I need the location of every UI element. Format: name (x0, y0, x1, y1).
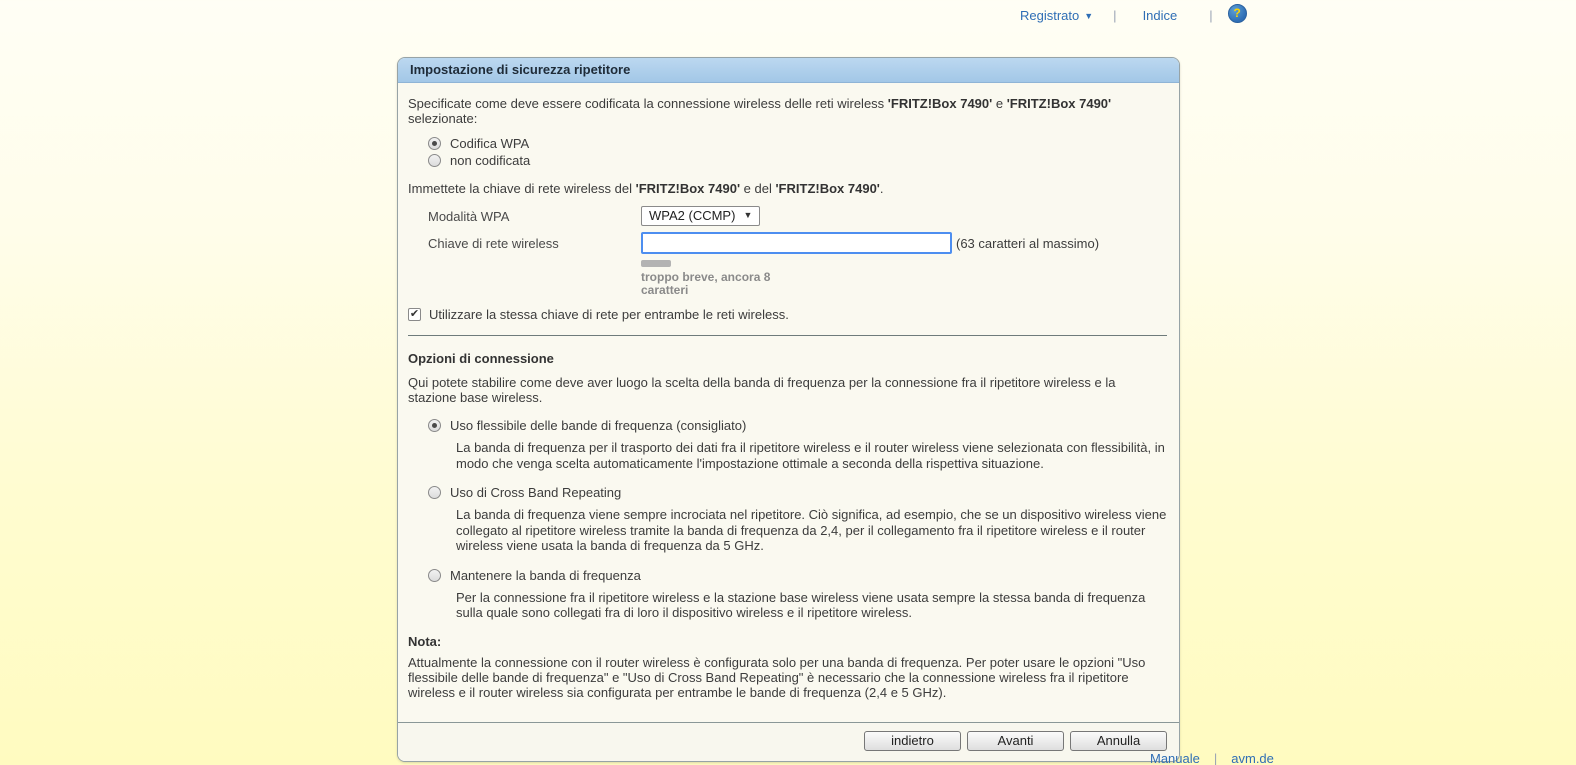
option-keepband (408, 567, 1167, 621)
encryption-radio-group (428, 135, 1167, 169)
registered-menu-label: Registrato (1020, 7, 1080, 23)
index-link[interactable]: Indice (1142, 7, 1178, 23)
network-name: 'FRITZ!Box 7490' (1006, 96, 1112, 111)
network-name: 'FRITZ!Box 7490' (887, 96, 993, 111)
intro-text (408, 96, 1167, 126)
option-crossband (408, 484, 1167, 554)
chevron-down-icon: ▼ (1084, 10, 1094, 21)
max-length-hint: (63 caratteri al massimo) (956, 235, 1100, 251)
radio-option-flexible[interactable] (428, 417, 1167, 434)
network-key-input[interactable] (641, 232, 952, 254)
nav-separator: | (1209, 7, 1213, 23)
question-icon: ? (1233, 6, 1241, 20)
radio-option-crossband[interactable] (428, 484, 1167, 501)
option-description: Per la connessione fra il ripetitore wireless e la stazione base wireless viene usata sempre la stessa banda di frequenza sulla quale sono collegati fra di loro il dispositivo wireless e il ripetitore wireless. (456, 589, 1146, 620)
check-icon: ✔ (409, 308, 420, 320)
wpa-mode-row (428, 206, 1167, 226)
instruction-part: . (879, 181, 884, 196)
section-divider (408, 335, 1167, 336)
radio-label: non codificata (450, 153, 531, 168)
network-name: 'FRITZ!Box 7490' (635, 181, 741, 196)
intro-part: selezionate: (408, 111, 478, 126)
radio-button-flexible[interactable] (428, 419, 441, 432)
same-key-checkbox-label: Utilizzare la stessa chiave di rete per entrambe le reti wireless. (429, 307, 789, 322)
cancel-button[interactable]: Annulla (1070, 731, 1167, 751)
wpa-mode-label: Modalità WPA (428, 208, 510, 224)
radio-button-wpa[interactable] (428, 137, 441, 150)
connection-options-description: Qui potete stabilire come deve aver luogo la scelta della banda di frequenza per la connessione fra il ripetitore wireless e la stazione base wireless. (408, 375, 1116, 405)
help-button[interactable] (1228, 4, 1247, 23)
network-key-label: Chiave di rete wireless (428, 235, 559, 251)
same-key-checkbox[interactable] (408, 308, 421, 321)
key-strength-bar (641, 260, 671, 267)
panel-footer (398, 722, 1179, 761)
connection-options-heading: Opzioni di connessione (408, 351, 554, 366)
nav-separator: | (1113, 7, 1117, 23)
radio-label: Mantenere la banda di frequenza (450, 567, 641, 583)
option-flexible (408, 417, 1167, 471)
page-title: Impostazione di sicurezza ripetitore (398, 58, 1179, 83)
manual-link[interactable]: Manuale (1150, 751, 1200, 765)
repeater-security-panel (397, 57, 1180, 762)
note-text: Attualmente la connessione con il router wireless è configurata solo per una banda di frequenza. Per poter usare le opzioni "Uso flessibile delle bande di frequenza" e "Uso di Cross Band Repeating" è necessario che la connessione wireless fra il ripetitore wireless e il router wireless sia configurata per entrambe le bande di frequenza (2,4 e 5 GHz). (408, 654, 1146, 700)
note-heading: Nota: (408, 633, 442, 649)
option-description: La banda di frequenza per il trasporto dei dati fra il ripetitore wireless e il router wireless viene selezionata con flessibilità, in modo che venga scelta automaticamente l'impostazione ottimale a seconda della rispettiva situazione. (456, 440, 1165, 471)
next-button[interactable]: Avanti (967, 731, 1064, 751)
key-strength-block (641, 260, 1167, 297)
intro-part: Specificate come deve essere codificata la connessione wireless delle reti wireless (408, 96, 888, 111)
instruction-part: e del (740, 181, 776, 196)
radio-label: Uso flessibile delle bande di frequenza (consigliato) (450, 418, 747, 433)
radio-label: Codifica WPA (450, 136, 530, 151)
panel-body (398, 83, 1179, 700)
network-key-row (428, 232, 1167, 254)
radio-label: Uso di Cross Band Repeating (450, 485, 622, 500)
wpa-mode-value: WPA2 (CCMP) (649, 208, 736, 223)
radio-option-keepband[interactable] (428, 567, 1167, 584)
instruction-part: Immettete la chiave di rete wireless del (408, 181, 636, 196)
key-strength-hint: troppo breve, ancora 8 caratteri (641, 270, 771, 297)
wpa-mode-select[interactable] (641, 206, 760, 226)
key-instruction-text (408, 181, 1167, 196)
same-key-checkbox-row[interactable] (408, 307, 1167, 322)
intro-part: e (992, 96, 1007, 111)
avm-site-link[interactable]: avm.de (1231, 751, 1274, 765)
radio-button-crossband[interactable] (428, 486, 441, 499)
radio-option-wpa[interactable] (428, 135, 1167, 152)
back-button[interactable]: indietro (864, 731, 961, 751)
radio-option-unencrypted[interactable] (428, 152, 1167, 169)
footer-separator: | (1213, 751, 1218, 765)
network-name: 'FRITZ!Box 7490' (775, 181, 880, 196)
top-nav (1020, 5, 1247, 25)
select-arrow-icon: ▼ (743, 210, 753, 220)
registered-menu[interactable] (1020, 8, 1093, 23)
option-description: La banda di frequenza viene sempre incrociata nel ripetitore. Ciò significa, ad esempio, che se un dispositivo wireless viene collegato al ripetitore wireless tramite la banda di frequenza da 2,4, per il collegamento fra il ripetitore wireless e il router wireless viene usata la banda di frequenza da 5 GHz. (456, 507, 1167, 553)
page-footer (1150, 751, 1274, 765)
radio-button-keepband[interactable] (428, 569, 441, 582)
radio-button-unencrypted[interactable] (428, 154, 441, 167)
